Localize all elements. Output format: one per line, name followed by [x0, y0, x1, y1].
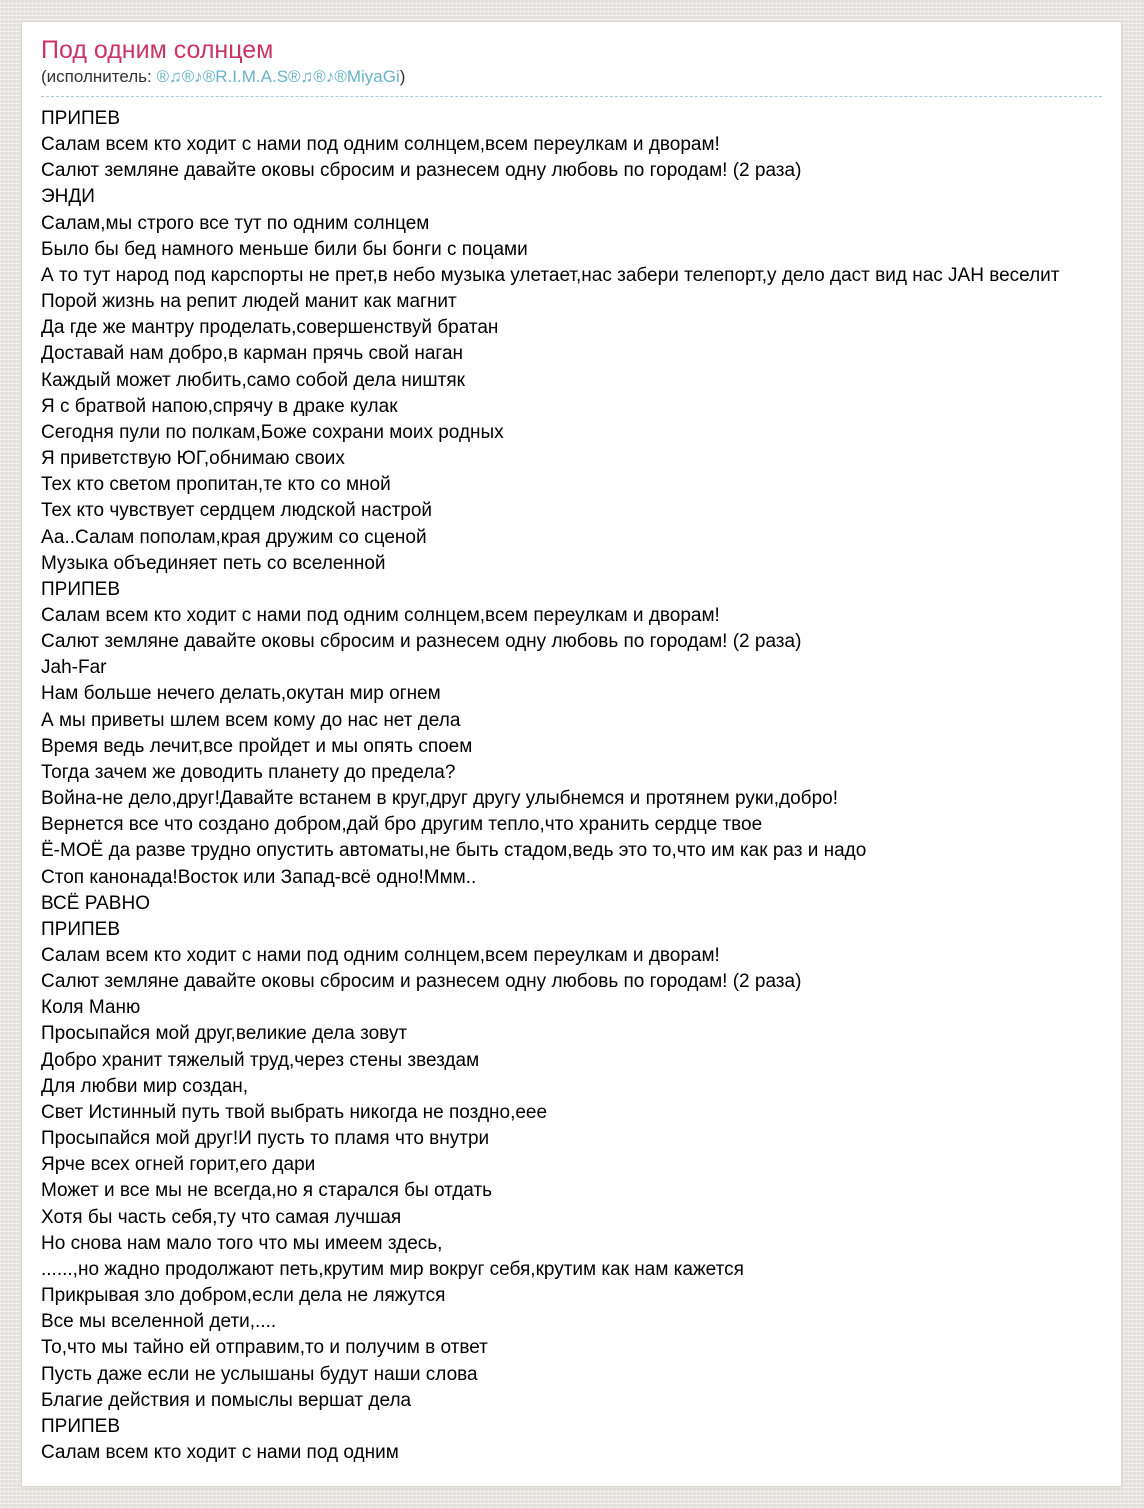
lyric-line: ВСЁ РАВНО — [41, 892, 150, 914]
lyrics-card — [21, 21, 1122, 1487]
lyric-line: Может и все мы не всегда,но я старался бы отдать — [41, 1180, 493, 1202]
lyric-line: Аа..Салам пополам,края дружим со сценой — [41, 526, 427, 548]
lyric-line: Салам всем кто ходит с нами под одним — [41, 1441, 399, 1463]
lyric-line: Порой жизнь на репит людей манит как магнит — [41, 291, 457, 313]
lyric-line: Стоп канонада!Восток или Запад-всё одно!Ммм.. — [41, 866, 477, 888]
lyric-line: Благие действия и помыслы вершат дела — [41, 1389, 412, 1411]
lyric-line: Салам,мы строго все тут по одним солнцем — [41, 212, 430, 234]
lyric-line: Для любви мир создан, — [41, 1075, 249, 1097]
lyric-line: Салам всем кто ходит с нами под одним солнцем,всем переулкам и дворам! — [41, 134, 720, 156]
lyric-line: Прикрывая зло добром,если дела не ляжутся — [41, 1285, 446, 1307]
lyric-line: Ё-МОЁ да разве трудно опустить автоматы,не быть стадом,ведь это то,что им как раз и надо — [41, 840, 867, 862]
lyric-line: ПРИПЕВ — [41, 918, 120, 940]
lyrics-text — [41, 106, 1102, 1466]
lyric-line: А то тут народ под карспорты не прет,в небо музыка улетает,нас забери телепорт,у дело даст вид нас JAH веселит — [41, 264, 1060, 286]
lyric-line: Время ведь лечит,все пройдет и мы опять споем — [41, 735, 473, 757]
lyric-line: ЭНДИ — [41, 186, 95, 208]
lyric-line: Музыка объединяет петь со вселенной — [41, 552, 386, 574]
lyric-line: ПРИПЕВ — [41, 578, 120, 600]
lyric-line: Свет Истинный путь твой выбрать никогда не поздно,еее — [41, 1101, 548, 1123]
lyric-line: Просыпайся мой друг,великие дела зовут — [41, 1023, 408, 1045]
lyric-line: ПРИПЕВ — [41, 1415, 120, 1437]
lyric-line: А мы приветы шлем всем кому до нас нет дела — [41, 709, 461, 731]
lyric-line: Я с братвой напою,спрячу в драке кулак — [41, 395, 398, 417]
song-title: Под одним солнцем — [41, 36, 274, 64]
artist-label: (исполнитель: — [41, 67, 157, 86]
lyric-line: Я приветствую ЮГ,обнимаю своих — [41, 448, 345, 470]
lyric-line: Тех кто светом пропитан,те кто со мной — [41, 474, 391, 496]
lyric-line: Пусть даже если не услышаны будут наши слова — [41, 1363, 478, 1385]
lyric-line: Коля Маню — [41, 997, 141, 1019]
lyric-line: Салют земляне давайте оковы сбросим и разнесем одну любовь по городам! (2 раза) — [41, 631, 802, 653]
lyric-line: ПРИПЕВ — [41, 108, 120, 129]
lyric-line: Все мы вселенной дети,.... — [41, 1311, 277, 1333]
lyric-line: Салют земляне давайте оковы сбросим и разнесем одну любовь по городам! (2 раза) — [41, 971, 802, 993]
artist-suffix: ) — [399, 67, 406, 86]
lyric-line: Jah-Far — [41, 657, 107, 679]
lyric-line: Добро хранит тяжелый труд,через стены звездам — [41, 1049, 480, 1071]
lyric-line: Тогда зачем же доводить планету до предела? — [41, 761, 456, 783]
artist-line — [41, 66, 1102, 97]
lyric-line: Салам всем кто ходит с нами под одним солнцем,всем переулкам и дворам! — [41, 604, 720, 626]
lyric-line: Салют земляне давайте оковы сбросим и разнесем одну любовь по городам! (2 раза) — [41, 160, 802, 182]
lyric-line: Хотя бы часть себя,ту что самая лучшая — [41, 1206, 402, 1228]
lyric-line: Сегодня пули по полкам,Боже сохрани моих родных — [41, 421, 504, 443]
lyric-line: Нам больше нечего делать,окутан мир огнем — [41, 683, 441, 705]
lyric-line: Доставай нам добро,в карман прячь свой наган — [41, 343, 464, 365]
lyric-line: Тех кто чувствует сердцем людской настрой — [41, 500, 433, 522]
artist-link[interactable]: ®♫®♪®R.I.M.A.S®♫®♪®MiyaGi — [156, 67, 400, 86]
lyric-line: Но снова нам мало того что мы имеем здесь, — [41, 1232, 443, 1254]
lyric-line: Ярче всех огней горит,его дари — [41, 1154, 316, 1176]
lyric-line: Война-не дело,друг!Давайте встанем в круг,друг другу улыбнемся и протянем руки,добро! — [41, 788, 838, 810]
lyric-line: Вернется все что создано добром,дай бро другим тепло,что хранить сердце твое — [41, 814, 763, 836]
lyric-line: То,что мы тайно ей отправим,то и получим в ответ — [41, 1337, 488, 1359]
lyric-line: ......,но жадно продолжают петь,крутим мир вокруг себя,крутим как нам кажется — [41, 1258, 744, 1280]
lyric-line: Да где же мантру проделать,совершенствуй братан — [41, 317, 499, 339]
lyric-line: Было бы бед намного меньше били бы бонги с поцами — [41, 238, 528, 260]
lyric-line: Просыпайся мой друг!И пусть то пламя что внутри — [41, 1128, 490, 1150]
lyric-line: Каждый может любить,само собой дела ништяк — [41, 369, 465, 391]
lyric-line: Салам всем кто ходит с нами под одним солнцем,всем переулкам и дворам! — [41, 945, 720, 966]
